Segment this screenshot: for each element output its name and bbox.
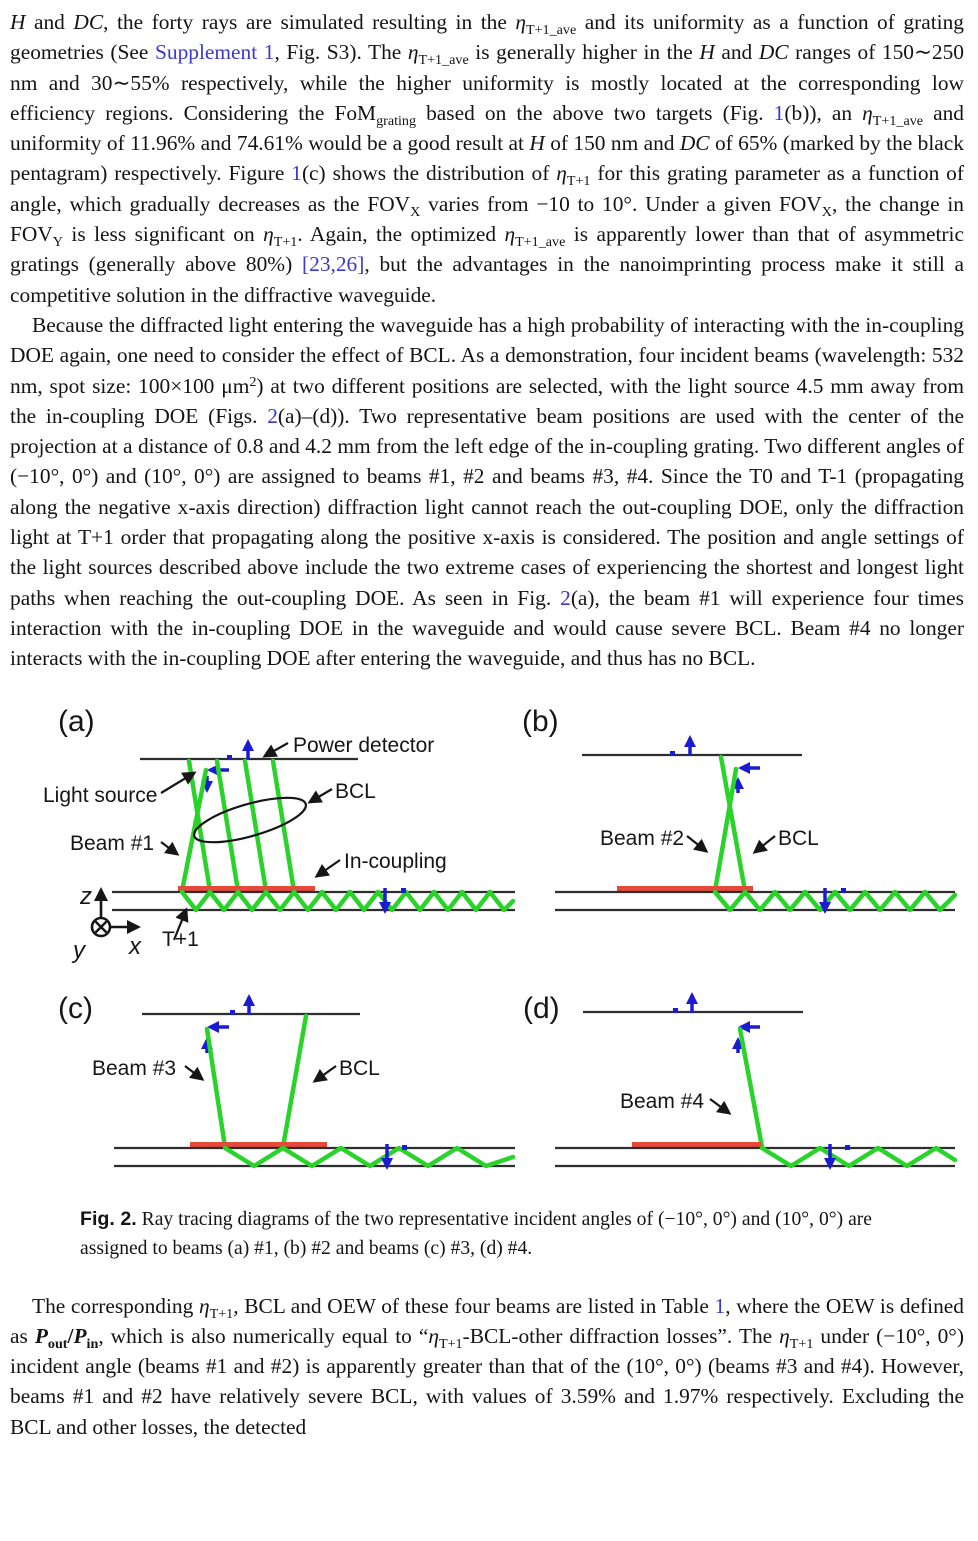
text-run: is apparently lower than that of asymmetric gratings (generally above 80%): [10, 222, 964, 277]
bcl-leak-ray-3: [245, 761, 266, 891]
out-coupling-tick: [401, 888, 406, 893]
text-run: DC: [679, 131, 710, 156]
detector-tick: [230, 1010, 235, 1015]
figure-2-diagram: [10, 676, 978, 1199]
beam-3-arrow: [185, 1066, 202, 1079]
text-run: T+1: [789, 1335, 814, 1352]
in-coupling-label: In-coupling: [344, 849, 447, 873]
beam-1-arrow: [161, 842, 177, 854]
panel-c: [58, 992, 515, 1167]
bcl-arrow: [315, 1066, 336, 1081]
text-run: -BCL-other diffraction losses”. The: [462, 1323, 780, 1348]
panel-b-tag: (b): [522, 704, 559, 738]
detector-tick: [227, 755, 232, 760]
text-run: η: [515, 10, 526, 34]
text-run: , Fig. S3). The: [274, 40, 408, 65]
text-run: ) at two different positions are selected, with the light source 4.5 mm away from the in-coupling DOE (Figs.: [10, 373, 964, 428]
panel-a: [43, 705, 515, 964]
beam-2-label: Beam #2: [600, 826, 685, 850]
text-run: grating: [376, 112, 417, 129]
bcl-label: BCL: [778, 826, 819, 850]
figure-caption: [10, 1205, 964, 1264]
citation-link[interactable]: 1: [773, 100, 785, 125]
x-axis-label: x: [129, 932, 141, 960]
text-run: T+1_ave: [418, 52, 469, 69]
bcl-label: BCL: [339, 1056, 380, 1080]
beam-4-arrow: [710, 1099, 729, 1113]
text-run: is less significant on: [63, 222, 264, 247]
paragraph-3: [10, 1291, 964, 1442]
paragraph-1: [10, 7, 964, 310]
text-run: 2: [249, 373, 257, 390]
text-run: (a)–(d)). Two representative beam positions are used with the center of the projection at a distance of 0.8 and 4.2 mm from the left edge of the in-coupling grating. Two different angles of (−10°, 0°) and (10°, 0°) are assigned to beams #1, #2 and beams #3, #4. Since the T0 and T-1 (propagating along the negative x-axis direction) diffraction light cannot reach the out-coupling DOE, only the diffraction light at T+1 order that propagating along the positive x-axis is considered. The position and angle settings of the light sources described above include the two extreme cases of experiencing the shortest and longest light paths when reaching the out-coupling DOE. As seen in Fig.: [10, 403, 965, 610]
waveguide-zigzag-ray: [182, 892, 513, 910]
text-run: under (−10°, 0°) incident angle (beams #1 and #2) is apparently greater than that of the (10°, 0°) (beams #3 and #4). However, beams #1 and #2 have relatively severe BCL, with values of 3.59% and 1.97% respectively. Excluding the BCL and other losses, the detected: [10, 1323, 964, 1439]
figure-2: [10, 676, 964, 1264]
text-run: in: [86, 1335, 99, 1352]
bcl-leak-ray-4: [273, 761, 294, 891]
in-coupling-arrow: [317, 860, 340, 876]
text-run: T+1_ave: [515, 234, 566, 251]
citation-link[interactable]: [23,26]: [302, 252, 365, 277]
text-run: , which is also numerically equal to “: [98, 1323, 429, 1348]
text-run: η: [504, 222, 516, 247]
text-run: Y: [52, 234, 63, 251]
text-run: , BCL and OEW of these four beams are listed in Table: [233, 1293, 715, 1318]
text-run: η: [198, 1293, 210, 1318]
text-run: based on the above two targets (Fig.: [416, 100, 774, 125]
text-run: , the forty rays are simulated resulting in the: [103, 10, 516, 34]
text-run: (a), the beam #1 will experience four times interaction with the in-coupling DOE in the waveguide and would cause severe BCL. Beam #4 no longer interacts with the in-coupling DOE after entering the waveguide, and thus has no BCL.: [10, 585, 964, 671]
text-run: out: [47, 1335, 68, 1352]
text-run: P: [34, 1323, 48, 1348]
detector-tick: [673, 1008, 678, 1013]
waveguide-zigzag-ray: [715, 892, 955, 910]
z-axis-label: z: [80, 882, 92, 910]
text-run: η: [779, 1323, 790, 1348]
beam-4-label: Beam #4: [620, 1089, 705, 1113]
text-run: , the change in FOV: [10, 191, 965, 247]
text-run: η: [407, 40, 419, 65]
bcl-arrow: [310, 789, 332, 802]
y-axis-label: y: [73, 936, 85, 964]
panel-d: [523, 992, 955, 1167]
power-detector-arrow: [265, 743, 288, 756]
text-run: . Again, the optimized: [297, 222, 505, 247]
text-run: , where the OEW is defined as: [10, 1293, 964, 1348]
text-run: H: [529, 131, 545, 156]
paragraph-2: [10, 310, 964, 674]
citation-link[interactable]: 2: [560, 585, 571, 610]
citation-link[interactable]: Supplement 1: [154, 40, 275, 65]
citation-link[interactable]: 1: [714, 1293, 726, 1318]
citation-link[interactable]: 1: [291, 161, 302, 186]
bcl-arrow: [755, 836, 775, 852]
text-run: (c) shows the distribution of: [301, 161, 557, 186]
text-run: DC: [758, 40, 789, 65]
text-run: Because the diffracted light entering the waveguide has a high probability of interacting with the in-coupling DOE again, one need to consider the effect of BCL. As a demonstration, four incident beams (wavelength: 532 nm, spot size: 100×100 μm: [10, 312, 964, 398]
incident-beam-3: [207, 1029, 225, 1147]
text-run: η: [556, 161, 567, 186]
bcl-leak-ray-2: [217, 761, 238, 891]
citation-link[interactable]: 2: [267, 403, 278, 428]
out-coupling-tick: [841, 888, 846, 893]
text-run: η: [428, 1323, 439, 1348]
bcl-leak-ray: [283, 1016, 306, 1147]
waveguide-zigzag-ray: [225, 1148, 513, 1166]
t-plus-1-label: T+1: [162, 927, 199, 951]
text-run: and: [25, 10, 74, 34]
panel-b: [522, 705, 955, 911]
text-run: Ray tracing diagrams of the two representative incident angles of (−10°, 0°) and (10°, 0°) are assigned to beams (a) #1, (b) #2 and beams (c) #3, (d) #4.: [80, 1208, 872, 1260]
text-run: T+1: [438, 1335, 463, 1352]
text-run: H: [699, 40, 715, 65]
text-run: (b)), an: [784, 100, 863, 125]
beam-3-label: Beam #3: [92, 1056, 177, 1080]
text-run: for this grating parameter as a function of angle, which gradually decreases as the FOV: [10, 161, 965, 216]
text-run: T+1: [273, 234, 298, 251]
text-run: T+1_ave: [525, 21, 577, 38]
text-run: of 150 nm and: [544, 131, 680, 156]
text-run: H: [10, 10, 26, 34]
panel-d-tag: (d): [523, 991, 560, 1025]
out-coupling-tick: [402, 1145, 407, 1150]
light-source-arrow: [161, 773, 194, 793]
text-run: P: [73, 1323, 87, 1348]
text-run: η: [862, 100, 873, 125]
text-run: and: [714, 40, 759, 65]
text-run: is generally higher in the: [468, 40, 700, 65]
text-run: X: [410, 203, 421, 220]
text-run: The corresponding: [32, 1293, 199, 1318]
beam-2-arrow: [687, 836, 706, 851]
text-run: X: [821, 203, 832, 220]
beam-1-label: Beam #1: [70, 831, 155, 855]
incident-beam-4: [740, 1029, 762, 1147]
text-run: T+1: [566, 173, 591, 190]
panel-a-tag: (a): [58, 704, 95, 738]
text-run: Fig. 2.: [80, 1207, 137, 1230]
panel-c-tag: (c): [58, 991, 93, 1025]
bcl-label: BCL: [335, 779, 376, 803]
text-run: ranges of 150∼250 nm and 30∼55% respectively, while the higher uniformity is mostly located at the corresponding low efficiency regions. Considering the FoM: [10, 40, 964, 125]
text-run: /: [67, 1323, 74, 1348]
power-detector-label: Power detector: [293, 733, 435, 757]
text-run: varies from −10 to 10°. Under a given FOV: [420, 191, 822, 216]
text-run: , but the advantages in the nanoimprinting process make it still a competitive solution in the diffractive waveguide.: [10, 252, 965, 307]
light-source-label: Light source: [43, 783, 158, 807]
text-run: and its uniformity as a function of grating geometries (See: [10, 10, 964, 65]
text-run: and uniformity of 11.96% and 74.61% would be a good result at: [10, 100, 964, 156]
text-run: T+1_ave: [872, 112, 924, 129]
waveguide-zigzag-ray: [762, 1148, 955, 1166]
text-run: η: [263, 222, 274, 247]
detector-tick: [670, 751, 675, 756]
text-run: DC: [73, 10, 104, 34]
text-run: T+1: [209, 1305, 234, 1322]
text-run: of 65% (marked by the black pentagram) respectively. Figure: [10, 131, 964, 186]
out-coupling-tick: [845, 1145, 850, 1150]
